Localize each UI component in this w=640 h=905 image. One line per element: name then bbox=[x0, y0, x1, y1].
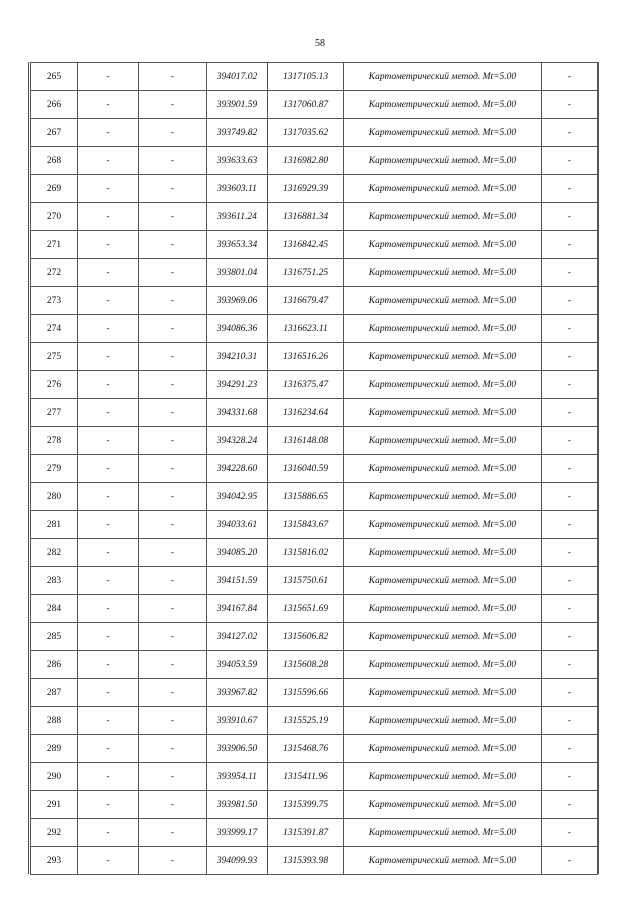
coordinate-y-cell: 1317060.87 bbox=[268, 91, 344, 119]
point-number-cell: 289 bbox=[31, 735, 78, 763]
column-3-cell: - bbox=[139, 399, 207, 427]
point-number-cell: 287 bbox=[31, 679, 78, 707]
column-2-cell: - bbox=[78, 651, 139, 679]
table-row bbox=[31, 819, 598, 847]
column-3-cell: - bbox=[139, 763, 207, 791]
coordinate-x-cell: 393901.59 bbox=[207, 91, 268, 119]
table-row bbox=[31, 371, 598, 399]
column-2-cell: - bbox=[78, 399, 139, 427]
coordinate-x-cell: 394210.31 bbox=[207, 343, 268, 371]
column-2-cell: - bbox=[78, 231, 139, 259]
coordinate-x-cell: 394086.36 bbox=[207, 315, 268, 343]
point-number-cell: 269 bbox=[31, 175, 78, 203]
coordinate-x-cell: 393981.50 bbox=[207, 791, 268, 819]
table-row bbox=[31, 203, 598, 231]
column-3-cell: - bbox=[139, 819, 207, 847]
column-2-cell: - bbox=[78, 287, 139, 315]
method-cell: Картометрический метод. Mt=5.00 bbox=[344, 203, 542, 231]
column-2-cell: - bbox=[78, 203, 139, 231]
column-3-cell: - bbox=[139, 63, 207, 91]
coordinate-x-cell: 394085.20 bbox=[207, 539, 268, 567]
table-row bbox=[31, 147, 598, 175]
coordinate-x-cell: 394017.02 bbox=[207, 63, 268, 91]
method-cell: Картометрический метод. Mt=5.00 bbox=[344, 147, 542, 175]
point-number-cell: 267 bbox=[31, 119, 78, 147]
method-cell: Картометрический метод. Mt=5.00 bbox=[344, 119, 542, 147]
column-3-cell: - bbox=[139, 679, 207, 707]
column-7-cell: - bbox=[542, 623, 598, 651]
column-2-cell: - bbox=[78, 175, 139, 203]
column-7-cell: - bbox=[542, 763, 598, 791]
column-3-cell: - bbox=[139, 203, 207, 231]
column-2-cell: - bbox=[78, 847, 139, 875]
method-cell: Картометрический метод. Mt=5.00 bbox=[344, 623, 542, 651]
table-row bbox=[31, 175, 598, 203]
coordinate-y-cell: 1315391.87 bbox=[268, 819, 344, 847]
table-body bbox=[31, 63, 598, 875]
column-2-cell: - bbox=[78, 259, 139, 287]
method-cell: Картометрический метод. Mt=5.00 bbox=[344, 651, 542, 679]
column-3-cell: - bbox=[139, 735, 207, 763]
coordinate-x-cell: 394291.23 bbox=[207, 371, 268, 399]
method-cell: Картометрический метод. Mt=5.00 bbox=[344, 399, 542, 427]
coordinate-x-cell: 394151.59 bbox=[207, 567, 268, 595]
column-2-cell: - bbox=[78, 455, 139, 483]
coordinate-y-cell: 1315843.67 bbox=[268, 511, 344, 539]
coordinate-y-cell: 1315468.76 bbox=[268, 735, 344, 763]
table-row bbox=[31, 735, 598, 763]
column-2-cell: - bbox=[78, 315, 139, 343]
column-3-cell: - bbox=[139, 511, 207, 539]
column-7-cell: - bbox=[542, 203, 598, 231]
coordinate-x-cell: 394167.84 bbox=[207, 595, 268, 623]
column-3-cell: - bbox=[139, 371, 207, 399]
coordinate-y-cell: 1316982.80 bbox=[268, 147, 344, 175]
point-number-cell: 285 bbox=[31, 623, 78, 651]
column-3-cell: - bbox=[139, 147, 207, 175]
column-7-cell: - bbox=[542, 735, 598, 763]
coordinate-y-cell: 1316679.47 bbox=[268, 287, 344, 315]
method-cell: Картометрический метод. Mt=5.00 bbox=[344, 343, 542, 371]
table-row bbox=[31, 679, 598, 707]
column-7-cell: - bbox=[542, 259, 598, 287]
point-number-cell: 284 bbox=[31, 595, 78, 623]
point-number-cell: 276 bbox=[31, 371, 78, 399]
method-cell: Картометрический метод. Mt=5.00 bbox=[344, 819, 542, 847]
point-number-cell: 275 bbox=[31, 343, 78, 371]
column-7-cell: - bbox=[542, 399, 598, 427]
table-row bbox=[31, 791, 598, 819]
coordinate-y-cell: 1315651.69 bbox=[268, 595, 344, 623]
coordinate-y-cell: 1316375.47 bbox=[268, 371, 344, 399]
point-number-cell: 266 bbox=[31, 91, 78, 119]
coordinate-y-cell: 1315608.28 bbox=[268, 651, 344, 679]
coordinate-y-cell: 1316040.59 bbox=[268, 455, 344, 483]
point-number-cell: 293 bbox=[31, 847, 78, 875]
table-row bbox=[31, 567, 598, 595]
column-3-cell: - bbox=[139, 791, 207, 819]
column-2-cell: - bbox=[78, 91, 139, 119]
method-cell: Картометрический метод. Mt=5.00 bbox=[344, 455, 542, 483]
coordinate-x-cell: 394331.68 bbox=[207, 399, 268, 427]
method-cell: Картометрический метод. Mt=5.00 bbox=[344, 315, 542, 343]
column-7-cell: - bbox=[542, 91, 598, 119]
column-7-cell: - bbox=[542, 511, 598, 539]
column-3-cell: - bbox=[139, 707, 207, 735]
coordinate-y-cell: 1315399.75 bbox=[268, 791, 344, 819]
column-2-cell: - bbox=[78, 427, 139, 455]
column-3-cell: - bbox=[139, 483, 207, 511]
table-row bbox=[31, 847, 598, 875]
method-cell: Картометрический метод. Mt=5.00 bbox=[344, 511, 542, 539]
table-row bbox=[31, 259, 598, 287]
coordinate-y-cell: 1316516.26 bbox=[268, 343, 344, 371]
column-3-cell: - bbox=[139, 455, 207, 483]
coordinate-y-cell: 1316234.64 bbox=[268, 399, 344, 427]
method-cell: Картометрический метод. Mt=5.00 bbox=[344, 539, 542, 567]
coordinate-y-cell: 1315393.98 bbox=[268, 847, 344, 875]
column-3-cell: - bbox=[139, 427, 207, 455]
column-7-cell: - bbox=[542, 595, 598, 623]
column-7-cell: - bbox=[542, 707, 598, 735]
table-row bbox=[31, 651, 598, 679]
column-7-cell: - bbox=[542, 119, 598, 147]
column-7-cell: - bbox=[542, 679, 598, 707]
column-3-cell: - bbox=[139, 847, 207, 875]
column-3-cell: - bbox=[139, 651, 207, 679]
coordinate-x-cell: 393969.06 bbox=[207, 287, 268, 315]
coordinate-y-cell: 1317105.13 bbox=[268, 63, 344, 91]
column-2-cell: - bbox=[78, 63, 139, 91]
point-number-cell: 265 bbox=[31, 63, 78, 91]
column-3-cell: - bbox=[139, 259, 207, 287]
coordinate-y-cell: 1315411.96 bbox=[268, 763, 344, 791]
coordinate-x-cell: 393999.17 bbox=[207, 819, 268, 847]
column-2-cell: - bbox=[78, 147, 139, 175]
coordinate-y-cell: 1315525.19 bbox=[268, 707, 344, 735]
point-number-cell: 277 bbox=[31, 399, 78, 427]
coordinate-y-cell: 1315886.65 bbox=[268, 483, 344, 511]
table-row bbox=[31, 343, 598, 371]
coordinate-y-cell: 1316842.45 bbox=[268, 231, 344, 259]
coordinate-x-cell: 393603.11 bbox=[207, 175, 268, 203]
method-cell: Картометрический метод. Mt=5.00 bbox=[344, 791, 542, 819]
column-7-cell: - bbox=[542, 847, 598, 875]
table-row bbox=[31, 623, 598, 651]
point-number-cell: 290 bbox=[31, 763, 78, 791]
table-row bbox=[31, 763, 598, 791]
coordinate-x-cell: 394099.93 bbox=[207, 847, 268, 875]
column-7-cell: - bbox=[542, 483, 598, 511]
column-3-cell: - bbox=[139, 175, 207, 203]
coordinate-x-cell: 394228.60 bbox=[207, 455, 268, 483]
point-number-cell: 288 bbox=[31, 707, 78, 735]
coordinate-x-cell: 393910.67 bbox=[207, 707, 268, 735]
method-cell: Картометрический метод. Mt=5.00 bbox=[344, 259, 542, 287]
coordinate-x-cell: 393954.11 bbox=[207, 763, 268, 791]
column-7-cell: - bbox=[542, 427, 598, 455]
point-number-cell: 268 bbox=[31, 147, 78, 175]
column-7-cell: - bbox=[542, 63, 598, 91]
table-row bbox=[31, 455, 598, 483]
column-3-cell: - bbox=[139, 315, 207, 343]
coordinate-y-cell: 1315816.02 bbox=[268, 539, 344, 567]
column-3-cell: - bbox=[139, 623, 207, 651]
method-cell: Картометрический метод. Mt=5.00 bbox=[344, 427, 542, 455]
point-number-cell: 279 bbox=[31, 455, 78, 483]
column-2-cell: - bbox=[78, 707, 139, 735]
method-cell: Картометрический метод. Mt=5.00 bbox=[344, 175, 542, 203]
column-2-cell: - bbox=[78, 343, 139, 371]
coordinate-y-cell: 1315750.61 bbox=[268, 567, 344, 595]
page-number: 58 bbox=[315, 38, 325, 49]
method-cell: Картометрический метод. Mt=5.00 bbox=[344, 63, 542, 91]
point-number-cell: 291 bbox=[31, 791, 78, 819]
coordinate-x-cell: 393906.50 bbox=[207, 735, 268, 763]
method-cell: Картометрический метод. Mt=5.00 bbox=[344, 847, 542, 875]
coordinate-y-cell: 1315606.82 bbox=[268, 623, 344, 651]
method-cell: Картометрический метод. Mt=5.00 bbox=[344, 371, 542, 399]
method-cell: Картометрический метод. Mt=5.00 bbox=[344, 679, 542, 707]
coordinate-y-cell: 1315596.66 bbox=[268, 679, 344, 707]
column-3-cell: - bbox=[139, 567, 207, 595]
method-cell: Картометрический метод. Mt=5.00 bbox=[344, 707, 542, 735]
coordinate-x-cell: 393801.04 bbox=[207, 259, 268, 287]
column-2-cell: - bbox=[78, 679, 139, 707]
coordinates-table bbox=[30, 62, 598, 875]
column-2-cell: - bbox=[78, 763, 139, 791]
column-2-cell: - bbox=[78, 119, 139, 147]
point-number-cell: 278 bbox=[31, 427, 78, 455]
point-number-cell: 282 bbox=[31, 539, 78, 567]
method-cell: Картометрический метод. Mt=5.00 bbox=[344, 567, 542, 595]
column-7-cell: - bbox=[542, 455, 598, 483]
table-row bbox=[31, 91, 598, 119]
table-row bbox=[31, 231, 598, 259]
column-2-cell: - bbox=[78, 511, 139, 539]
column-2-cell: - bbox=[78, 539, 139, 567]
column-7-cell: - bbox=[542, 651, 598, 679]
table-row bbox=[31, 595, 598, 623]
coordinate-x-cell: 393967.82 bbox=[207, 679, 268, 707]
point-number-cell: 272 bbox=[31, 259, 78, 287]
coordinate-x-cell: 394033.61 bbox=[207, 511, 268, 539]
coordinate-x-cell: 394053.59 bbox=[207, 651, 268, 679]
method-cell: Картометрический метод. Mt=5.00 bbox=[344, 91, 542, 119]
page-left-edge bbox=[28, 62, 29, 874]
point-number-cell: 286 bbox=[31, 651, 78, 679]
column-7-cell: - bbox=[542, 567, 598, 595]
column-2-cell: - bbox=[78, 567, 139, 595]
point-number-cell: 280 bbox=[31, 483, 78, 511]
table-row bbox=[31, 399, 598, 427]
column-2-cell: - bbox=[78, 595, 139, 623]
coordinate-x-cell: 394328.24 bbox=[207, 427, 268, 455]
method-cell: Картометрический метод. Mt=5.00 bbox=[344, 735, 542, 763]
table-row bbox=[31, 119, 598, 147]
method-cell: Картометрический метод. Mt=5.00 bbox=[344, 595, 542, 623]
column-7-cell: - bbox=[542, 791, 598, 819]
method-cell: Картометрический метод. Mt=5.00 bbox=[344, 763, 542, 791]
coordinate-y-cell: 1316623.11 bbox=[268, 315, 344, 343]
column-2-cell: - bbox=[78, 623, 139, 651]
column-7-cell: - bbox=[542, 147, 598, 175]
point-number-cell: 274 bbox=[31, 315, 78, 343]
column-3-cell: - bbox=[139, 287, 207, 315]
table-row bbox=[31, 483, 598, 511]
column-3-cell: - bbox=[139, 595, 207, 623]
coordinate-y-cell: 1316929.39 bbox=[268, 175, 344, 203]
coordinate-y-cell: 1316751.25 bbox=[268, 259, 344, 287]
coordinate-x-cell: 393611.24 bbox=[207, 203, 268, 231]
column-3-cell: - bbox=[139, 539, 207, 567]
point-number-cell: 292 bbox=[31, 819, 78, 847]
coordinate-y-cell: 1316148.08 bbox=[268, 427, 344, 455]
coordinate-x-cell: 394042.95 bbox=[207, 483, 268, 511]
method-cell: Картометрический метод. Mt=5.00 bbox=[344, 483, 542, 511]
page-right-edge bbox=[598, 62, 599, 874]
column-2-cell: - bbox=[78, 791, 139, 819]
point-number-cell: 283 bbox=[31, 567, 78, 595]
column-7-cell: - bbox=[542, 315, 598, 343]
column-7-cell: - bbox=[542, 539, 598, 567]
method-cell: Картометрический метод. Mt=5.00 bbox=[344, 287, 542, 315]
table-row bbox=[31, 427, 598, 455]
point-number-cell: 270 bbox=[31, 203, 78, 231]
column-3-cell: - bbox=[139, 119, 207, 147]
coordinate-x-cell: 393633.63 bbox=[207, 147, 268, 175]
point-number-cell: 271 bbox=[31, 231, 78, 259]
table-row bbox=[31, 63, 598, 91]
table-row bbox=[31, 287, 598, 315]
column-7-cell: - bbox=[542, 371, 598, 399]
column-3-cell: - bbox=[139, 231, 207, 259]
coordinate-y-cell: 1316881.34 bbox=[268, 203, 344, 231]
column-3-cell: - bbox=[139, 343, 207, 371]
column-7-cell: - bbox=[542, 287, 598, 315]
table-row bbox=[31, 539, 598, 567]
coordinate-x-cell: 393749.82 bbox=[207, 119, 268, 147]
column-7-cell: - bbox=[542, 819, 598, 847]
column-2-cell: - bbox=[78, 371, 139, 399]
coordinate-x-cell: 393653.34 bbox=[207, 231, 268, 259]
column-7-cell: - bbox=[542, 231, 598, 259]
column-7-cell: - bbox=[542, 175, 598, 203]
point-number-cell: 273 bbox=[31, 287, 78, 315]
table-row bbox=[31, 315, 598, 343]
method-cell: Картометрический метод. Mt=5.00 bbox=[344, 231, 542, 259]
coordinate-y-cell: 1317035.62 bbox=[268, 119, 344, 147]
point-number-cell: 281 bbox=[31, 511, 78, 539]
column-2-cell: - bbox=[78, 735, 139, 763]
coordinate-x-cell: 394127.02 bbox=[207, 623, 268, 651]
column-2-cell: - bbox=[78, 483, 139, 511]
table-row bbox=[31, 511, 598, 539]
column-7-cell: - bbox=[542, 343, 598, 371]
table-row bbox=[31, 707, 598, 735]
column-2-cell: - bbox=[78, 819, 139, 847]
column-3-cell: - bbox=[139, 91, 207, 119]
